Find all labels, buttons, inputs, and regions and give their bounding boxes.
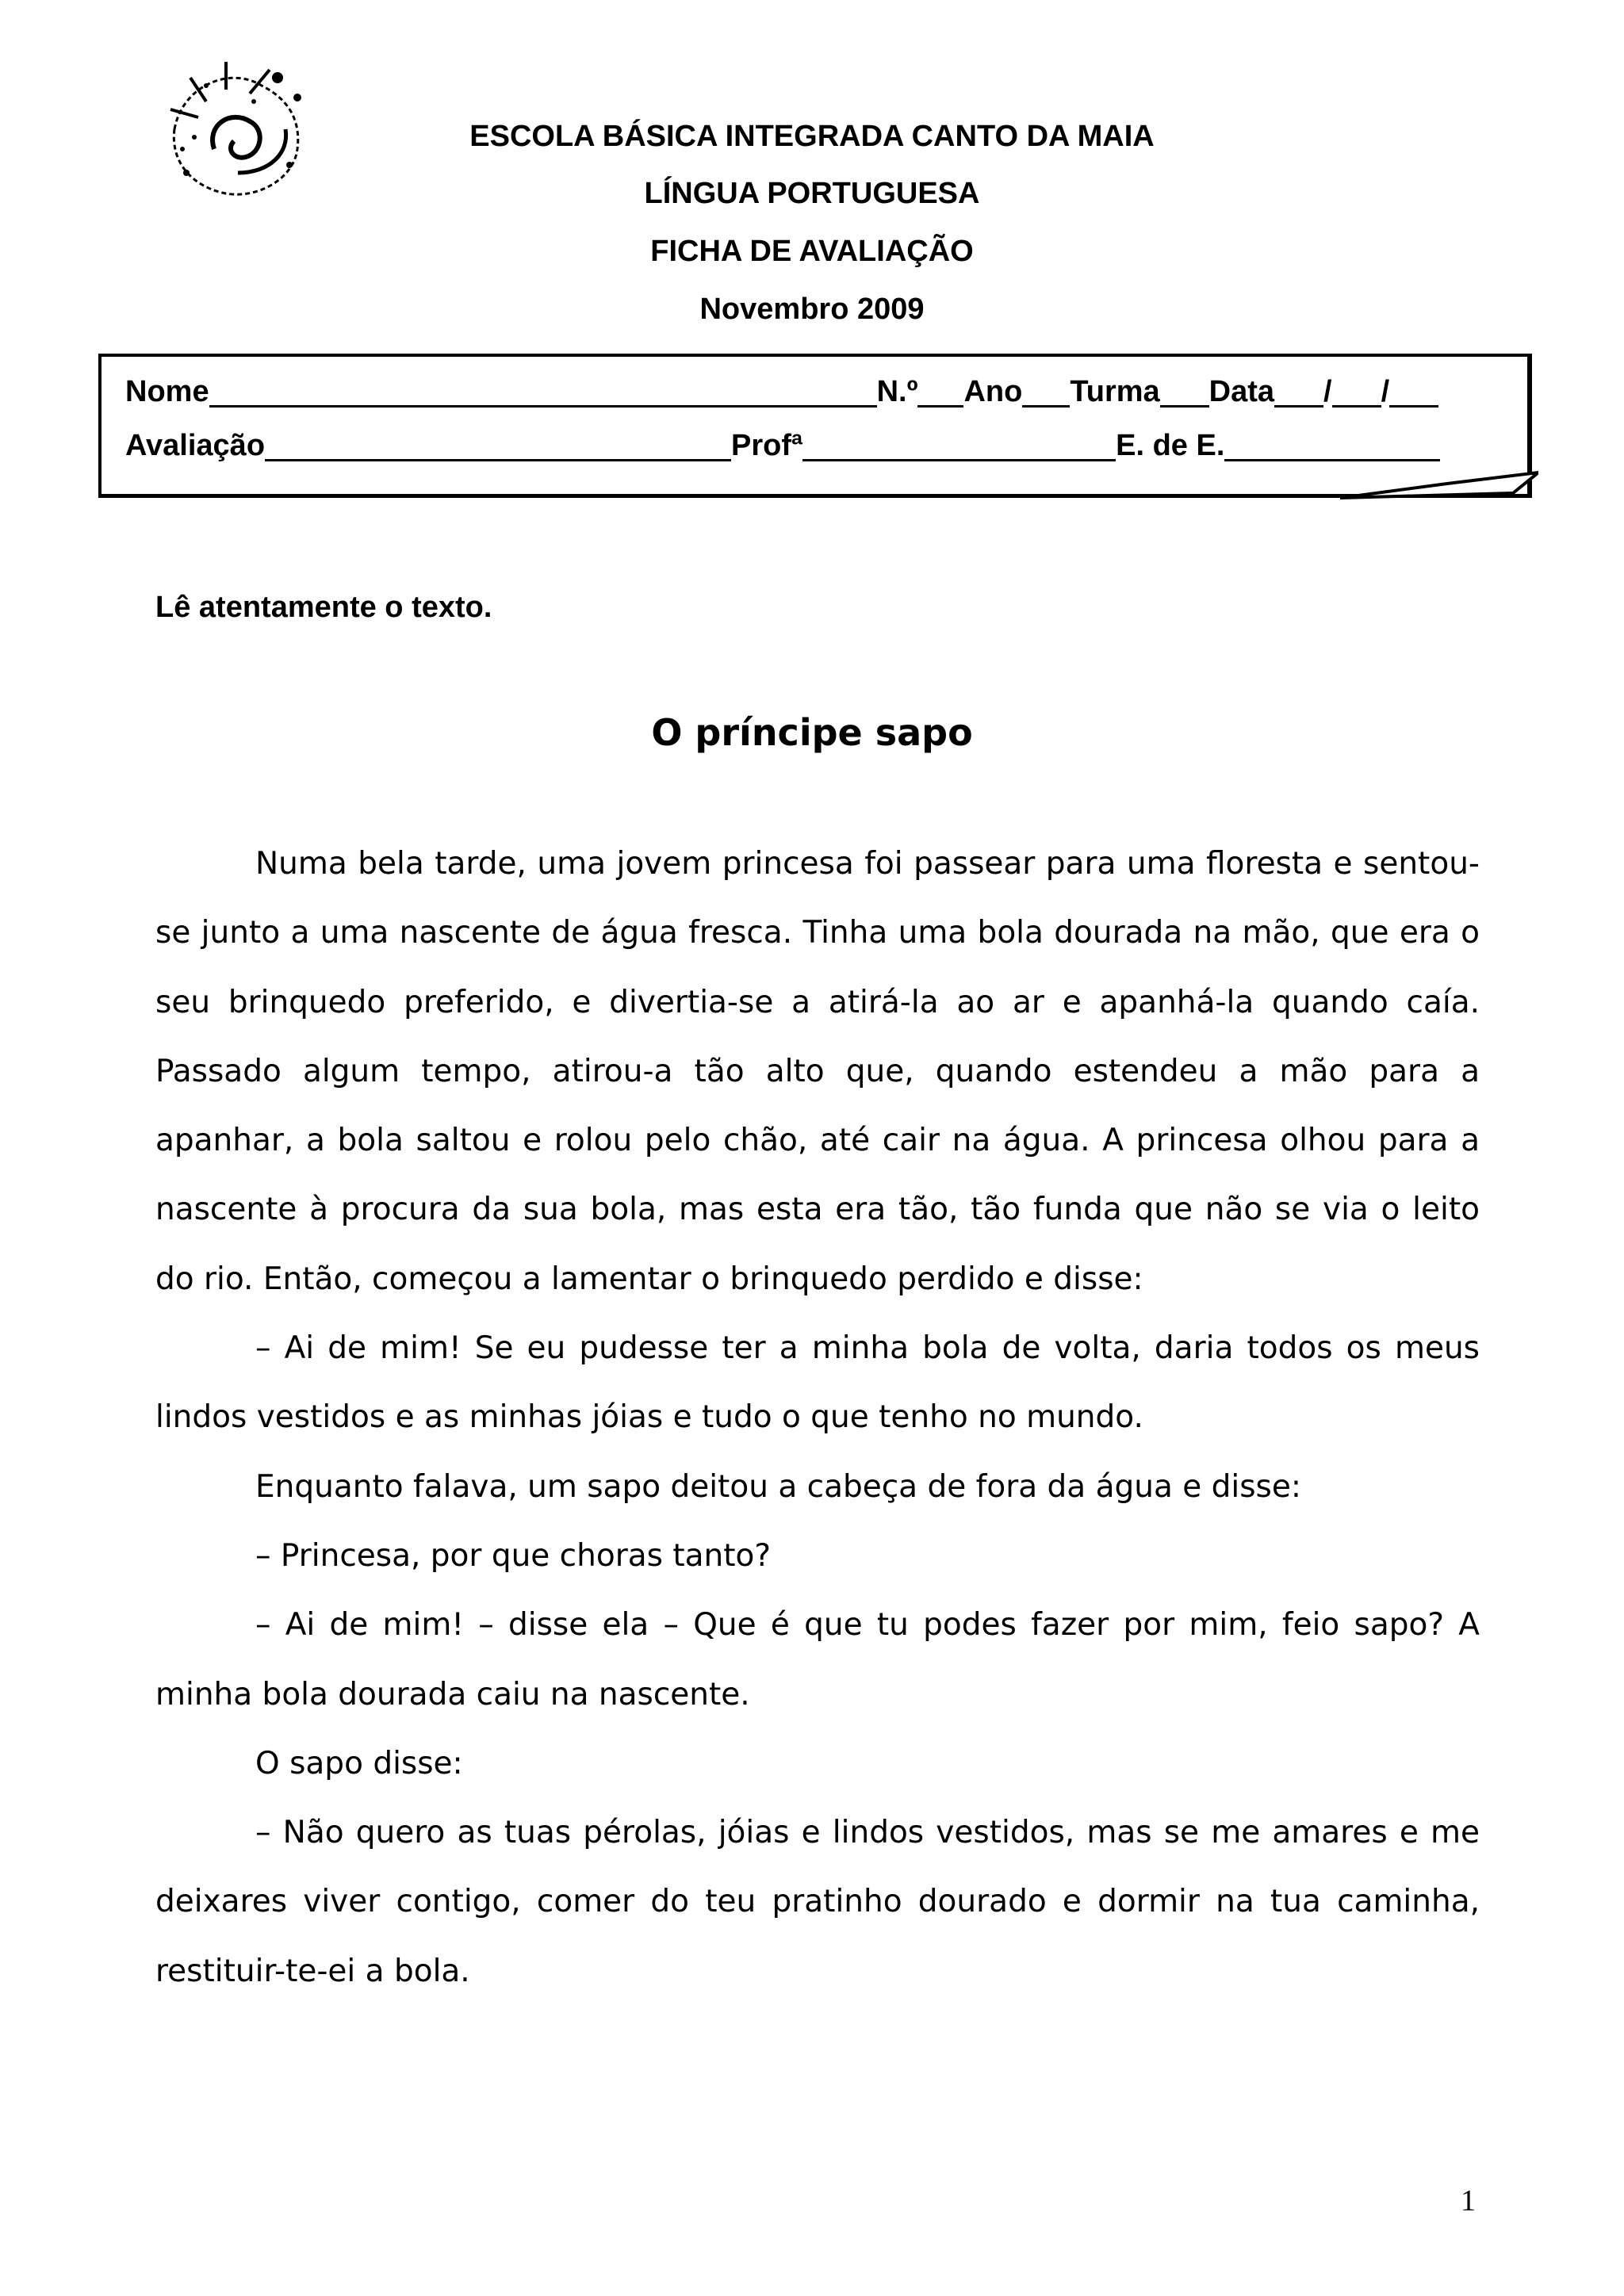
story-paragraph: Enquanto falava, um sapo deitou a cabeça de fora da água e disse: <box>255 1468 1301 1505</box>
turma-field[interactable] <box>1160 378 1209 408</box>
page-curl-decoration <box>1340 469 1538 501</box>
story-paragraph: – Ai de mim! – disse ela – Que é que tu podes fazer por mim, feio sapo? A minha bola dourada caiu na nascente. <box>155 1607 1480 1712</box>
subject-name: LÍNGUA PORTUGUESA <box>644 177 980 210</box>
nome-field[interactable] <box>209 378 877 408</box>
turma-label: Turma <box>1070 375 1160 408</box>
story-paragraph: – Ai de mim! Se eu pudesse ter a minha bola de volta, daria todos os meus lindos vestidos e as minhas jóias e tudo o que tenho no mundo. <box>155 1330 1480 1436</box>
date-slash-1: / <box>1323 375 1332 408</box>
sheet-type: FICHA DE AVALIAÇÃO <box>650 235 974 268</box>
sheet-date: Novembro 2009 <box>699 293 925 326</box>
story-text <box>155 829 1480 2006</box>
ee-label: E. de E. <box>1116 429 1225 462</box>
date-slash-2: / <box>1381 375 1390 408</box>
reading-instruction: Lê atentamente o texto. <box>155 591 492 624</box>
school-name: ESCOLA BÁSICA INTEGRADA CANTO DA MAIA <box>469 120 1155 153</box>
data-month-field[interactable] <box>1332 378 1381 408</box>
prof-label: Profª <box>731 429 803 462</box>
story-paragraph: – Princesa, por que choras tanto? <box>255 1537 772 1574</box>
prof-field[interactable] <box>802 432 1116 461</box>
data-year-field[interactable] <box>1389 378 1438 408</box>
story-paragraph: – Não quero as tuas pérolas, jóias e lindos vestidos, mas se me amares e me deixares viver contigo, comer do teu pratinho dourado e dormir na tua caminha, restituir-te-ei a bola. <box>155 1815 1480 1989</box>
story-paragraph: Numa bela tarde, uma jovem princesa foi passear para uma floresta e sentou-se junto a uma nascente de água fresca. Tinha uma bola dourada na mão, que era o seu brinquedo preferido, e divertia-se a atirá-la ao ar e apanhá-la quando caía. Passado algum tempo, atirou-a tão alto que, quando estendeu a mão para a apanhar, a bola saltou e rolou pelo chão, até cair na água. A princesa olhou para a nascente à procura da sua bola, mas esta era tão, tão funda que não se via o leito do rio. Então, começou a lamentar o brinquedo perdido e disse: <box>155 846 1480 1297</box>
ee-field[interactable] <box>1224 432 1440 461</box>
numero-field[interactable] <box>917 378 963 408</box>
story-paragraph: O sapo disse: <box>255 1745 463 1781</box>
ano-field[interactable] <box>1022 378 1070 408</box>
avaliacao-field[interactable] <box>265 432 731 461</box>
student-info-box <box>98 354 1532 498</box>
avaliacao-label: Avaliação <box>125 429 266 462</box>
page-number: 1 <box>1461 2184 1476 2218</box>
ano-label: Ano <box>963 375 1023 408</box>
data-day-field[interactable] <box>1274 378 1323 408</box>
info-row-1 <box>125 374 1438 409</box>
data-label: Data <box>1208 375 1275 408</box>
numero-label: N.º <box>876 375 918 408</box>
nome-label: Nome <box>125 375 209 408</box>
story-title: O príncipe sapo <box>651 711 973 754</box>
info-row-2 <box>125 428 1440 463</box>
